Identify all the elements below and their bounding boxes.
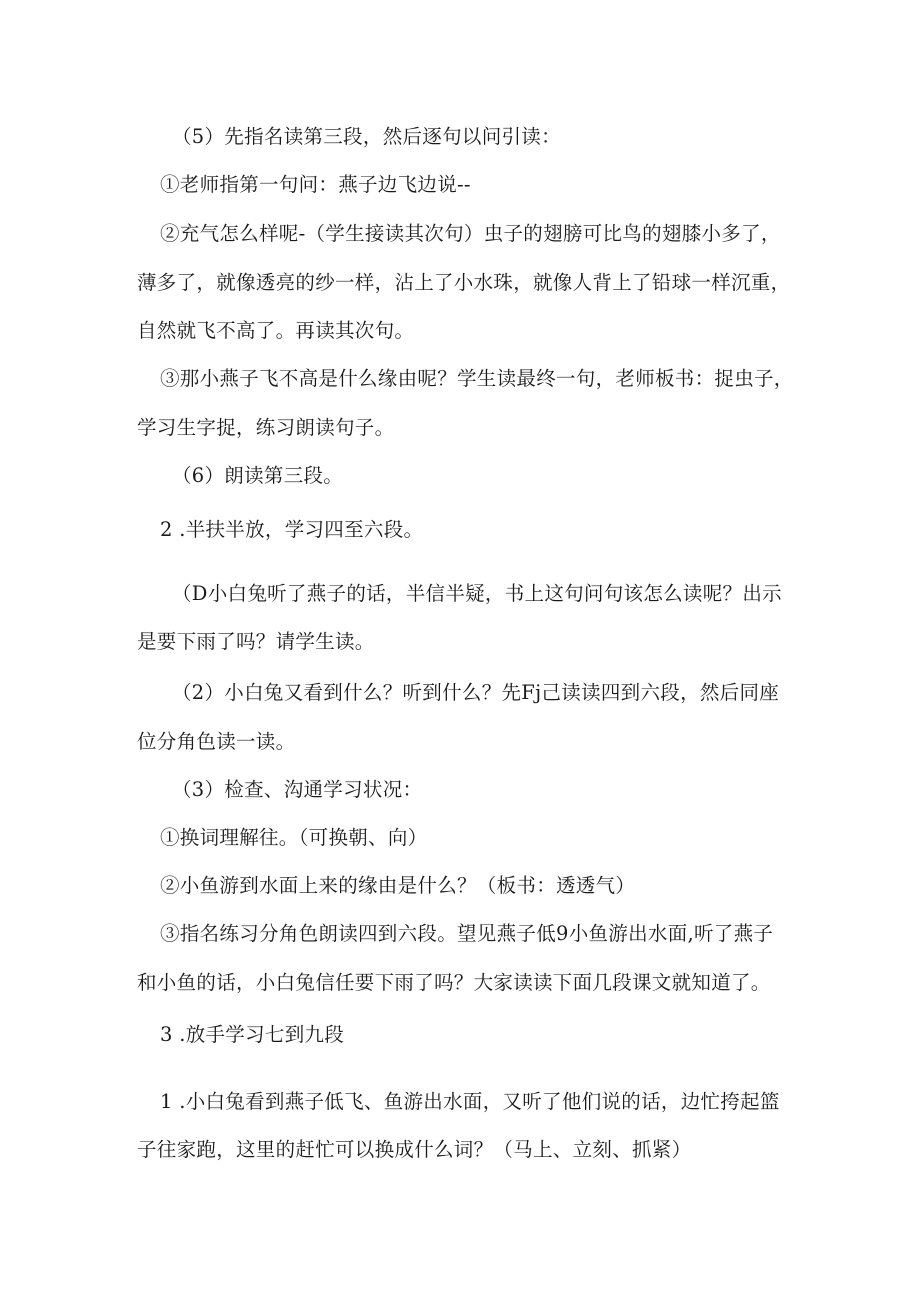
paragraph-line: （6）朗读第三段。 <box>172 464 344 487</box>
paragraph-line: 学习生字捉，练习朗读句子。 <box>137 416 395 439</box>
paragraph-line: 自然就飞不高了。再读其次句。 <box>137 319 415 342</box>
paragraph-line: 是要下雨了吗？请学生读。 <box>137 630 375 653</box>
paragraph-line: ③那小燕子飞不高是什么缘由呢？学生读最终一句，老师板书：捉虫子， <box>160 367 794 390</box>
paragraph-line: （3）检查、沟通学习状况： <box>172 778 423 801</box>
paragraph-line: ①老师指第一句问：燕子边飞边说-- <box>160 173 471 196</box>
paragraph-line: （5）先指名读第三段，然后逐句以问引读： <box>172 125 561 148</box>
paragraph-line: ②小鱼游到水面上来的缘由是什么？（板书：透透气） <box>160 874 636 897</box>
paragraph-line: 子往家跑，这里的赶忙可以换成什么词？（马上、立刻、抓紧） <box>137 1138 692 1161</box>
paragraph-line: 和小鱼的话，小白兔信任要下雨了吗？大家读读下面几段课文就知道了。 <box>137 971 771 994</box>
paragraph-line: （2）小白兔又看到什么？听到什么？先Fj己读读四到六段，然后同座 <box>172 681 780 704</box>
paragraph-line: 薄多了，就像透亮的纱一样，沾上了小水珠，就像人背上了铅球一样沉重， <box>137 271 791 294</box>
paragraph-line: （D小白兔听了燕子的话，半信半疑，书上这句问句该怎么读呢？出示 <box>172 582 782 605</box>
paragraph-line: ②充气怎么样呢-（学生接读其次句）虫子的翅膀可比鸟的翅膝小多了， <box>160 222 781 245</box>
paragraph-line: 位分角色读一读。 <box>137 730 296 753</box>
paragraph-line: ③指名练习分角色朗读四到六段。望见燕子低9小鱼游出水面,听了燕子 <box>160 922 774 945</box>
section-heading: 2 .半扶半放，学习四至六段。 <box>160 518 424 541</box>
paragraph-line: 1 .小白兔看到燕子低飞、鱼游出水面，又听了他们说的话，边忙挎起篮 <box>160 1090 780 1113</box>
paragraph-line: ①换词理解往。（可换朝、向） <box>160 826 428 849</box>
section-heading: 3 .放手学习七到九段 <box>160 1023 345 1046</box>
